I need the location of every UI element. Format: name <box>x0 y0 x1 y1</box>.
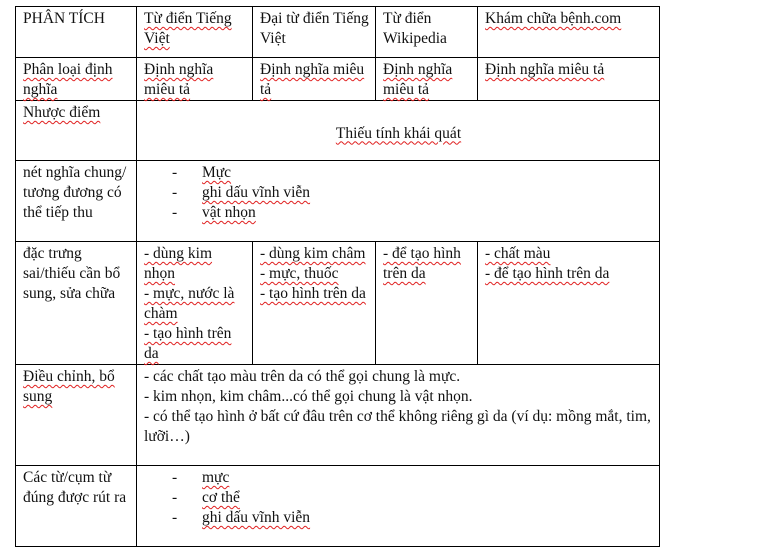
weakness-label: Nhược điểm <box>16 101 137 161</box>
common-meaning-label: nét nghĩa chung/ tương đương có thể tiếp thu <box>16 161 137 242</box>
classification-label: Phân loại định nghĩa <box>16 58 137 101</box>
classification-col2: Định nghĩa miêu tả <box>253 58 376 101</box>
classification-col1: Định nghĩa miêu tả <box>137 58 253 101</box>
wrong-features-col3: - để tạo hình trên da <box>376 242 478 365</box>
terms-row <box>16 466 660 547</box>
common-meaning-list <box>144 163 653 223</box>
header-tu-dien-tieng-viet: Từ điển Tiếng Việt <box>137 7 253 58</box>
list-item: - mực <box>172 468 653 488</box>
analysis-table <box>15 6 660 547</box>
header-analysis: PHÂN TÍCH <box>16 7 137 58</box>
header-row <box>16 7 660 58</box>
weakness-row <box>16 101 660 161</box>
list-item: - cơ thể <box>172 488 653 508</box>
wrong-features-row <box>16 242 660 365</box>
list-item: - ghi dấu vĩnh viễn <box>172 508 653 528</box>
wrong-features-col1: - dùng kim nhọn - mực, nước là chàm - tạo hình trên da <box>137 242 253 365</box>
classification-row <box>16 58 660 101</box>
list-item: - Mực <box>172 163 653 183</box>
terms-list-cell <box>137 466 660 547</box>
header-wikipedia: Từ điển Wikipedia <box>376 7 478 58</box>
classification-col4: Định nghĩa miêu tả <box>478 58 660 101</box>
list-item: - vật nhọn <box>172 203 653 223</box>
wrong-features-col2: - dùng kim châm - mực, thuốc - tạo hình trên da <box>253 242 376 365</box>
wrong-features-col4: - chất màu - để tạo hình trên da <box>478 242 660 365</box>
common-meaning-list-cell <box>137 161 660 242</box>
terms-label: Các từ/cụm từ đúng được rút ra <box>16 466 137 547</box>
classification-col3: Định nghĩa miêu tả <box>376 58 478 101</box>
adjust-content: - các chất tạo màu trên da có thể gọi chung là mực. - kim nhọn, kim châm...có thể gọi chung là vật nhọn. - có thể tạo hình ở bất cứ đâu trên cơ thể không riêng gì da (ví dụ: mồng mắt, tim, lưỡi…) <box>137 365 660 466</box>
terms-list <box>144 468 653 528</box>
weakness-value: Thiếu tính khái quát <box>137 101 660 161</box>
adjust-label: Điều chỉnh, bổ sung <box>16 365 137 466</box>
adjust-row <box>16 365 660 466</box>
common-meaning-row <box>16 161 660 242</box>
header-kham-chua-benh: Khám chữa bệnh.com <box>478 7 660 58</box>
wrong-features-label: đặc trưng sai/thiếu cần bổ sung, sửa chữa <box>16 242 137 365</box>
list-item: - ghi dấu vĩnh viễn <box>172 183 653 203</box>
header-dai-tu-dien: Đại từ điển Tiếng Việt <box>253 7 376 58</box>
